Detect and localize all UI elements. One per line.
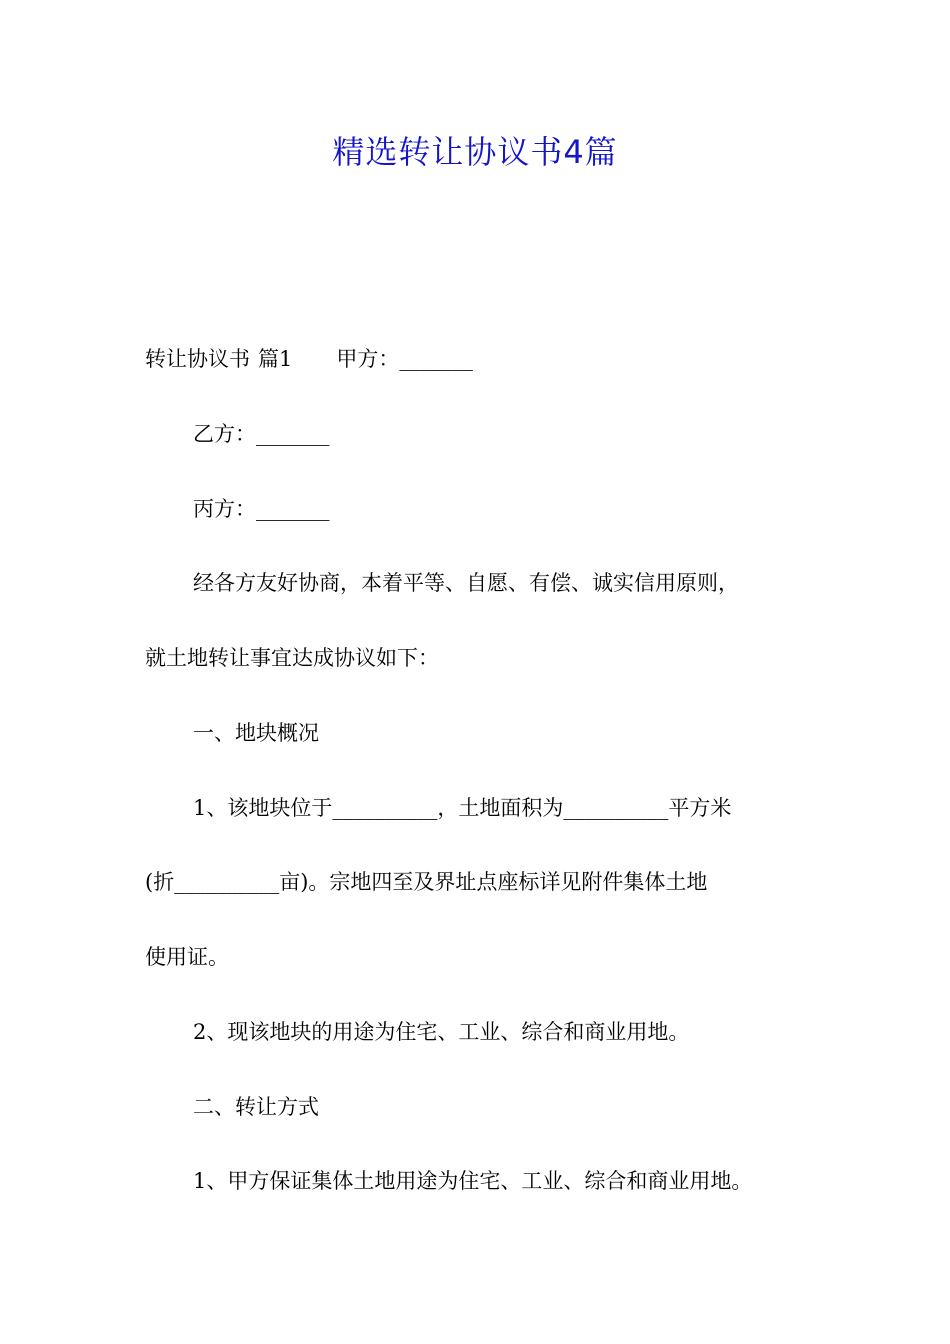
paragraph-line: 1、该地块位于__________，土地面积为__________平方米 [193,796,732,820]
paragraph-line: 2、现该地块的用途为住宅、工业、综合和商业用地。 [193,1020,690,1044]
paragraph-line: (折__________亩)。宗地四至及界址点座标详见附件集体土地 [145,870,708,894]
section-label: 转让协议书 [145,347,250,371]
party-c-field: 丙方：_______ [193,497,330,521]
page-title: 精选转让协议书4篇 [332,133,618,171]
section-heading: 二、转让方式 [193,1095,319,1119]
intro-paragraph-line: 经各方友好协商，本着平等、自愿、有偿、诚实信用原则， [193,571,739,595]
heading-line [145,344,473,374]
intro-paragraph-line: 就土地转让事宜达成协议如下： [145,646,439,670]
party-a-field: 甲方：_______ [336,347,473,371]
paragraph-line: 使用证。 [145,945,229,969]
party-b-field: 乙方：_______ [193,422,330,446]
section-heading: 一、地块概况 [193,721,319,745]
paragraph-line: 1、甲方保证集体土地用途为住宅、工业、综合和商业用地。 [193,1169,753,1193]
part-label: 篇1 [258,347,293,371]
